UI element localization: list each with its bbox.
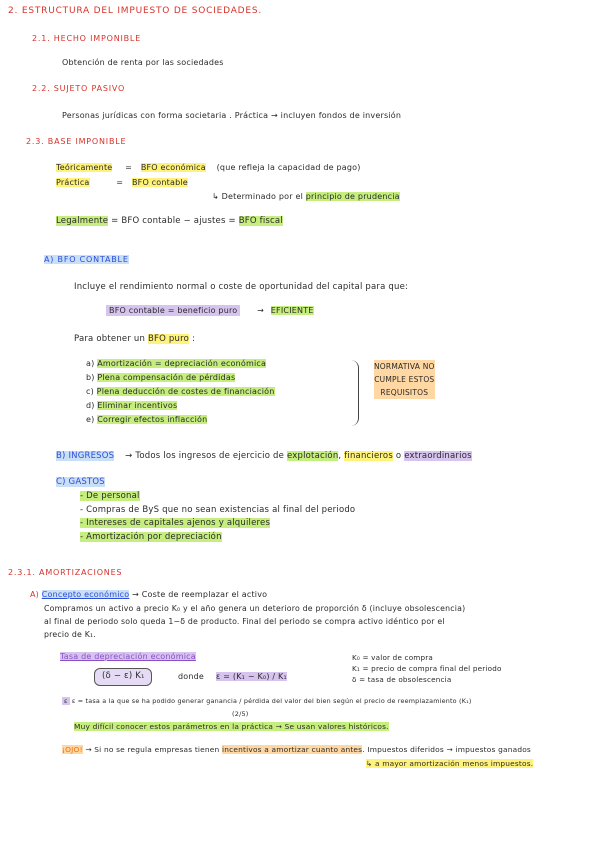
bfo-contable-intro: Incluye el rendimiento normal o coste de oportunidad del capital para que: bbox=[74, 282, 409, 292]
requisito-c: c) Plena deducción de costes de financiación bbox=[86, 387, 275, 396]
requisito-a: a) Amortización = depreciación económica bbox=[86, 359, 267, 368]
ojo-note: ¡OJO! → Si no se regula empresas tienen incentivos a amortizar cuanto antes. Impuestos diferidos → impuestos ganados bbox=[62, 745, 531, 754]
bfo-contable-value: BFO contable bbox=[131, 178, 188, 187]
section-2-3-title: 2.3. BASE IMPONIBLE bbox=[26, 137, 127, 146]
sujeto-pasivo-text: Personas jurídicas con forma societaria . Práctica → incluyen fondos de inversión bbox=[62, 111, 402, 120]
legalmente-label: Legalmente bbox=[56, 216, 109, 226]
gasto-intereses: - Intereses de capitales ajenos y alquileres bbox=[80, 518, 271, 528]
requisito-b: b) Plena compensación de pérdidas bbox=[86, 373, 236, 382]
bfo-contable-heading: A) BFO CONTABLE bbox=[44, 255, 129, 264]
tasa-depreciacion-label: Tasa de depreciación económica bbox=[60, 652, 196, 661]
hecho-imponible-text: Obtención de renta por las sociedades bbox=[62, 58, 224, 67]
tasa-formula: (δ − ε) K₁ bbox=[102, 671, 145, 681]
gasto-personal: - De personal bbox=[80, 491, 140, 501]
bfo-puro-equation: BFO contable = beneficio puro → EFICIENTE bbox=[106, 306, 314, 315]
eficiente-label: EFICIENTE bbox=[270, 306, 314, 315]
bfo-fiscal: BFO fiscal bbox=[238, 216, 283, 226]
ingresos-row: B) INGRESOS → Todos los ingresos de ejercicio de explotación, financieros o extraordinarios bbox=[56, 451, 472, 461]
amortizacion-line-2: al final de periodo solo queda 1−δ de producto. Final del periodo se compra activo idéntico por el bbox=[44, 617, 445, 626]
dificil-note: Muy difícil conocer estos parámetros en la práctica → Se usan valores históricos. bbox=[74, 722, 389, 731]
fraction-note: (2/5) bbox=[232, 710, 249, 718]
ingresos-label: B) INGRESOS bbox=[56, 451, 115, 461]
requisito-d: d) Eliminar incentivos bbox=[86, 401, 178, 410]
practica-label: Práctica bbox=[56, 178, 90, 187]
gastos-label: C) GASTOS bbox=[56, 477, 105, 487]
concepto-economico-row: A) Concepto económico → Coste de reemplazar el activo bbox=[30, 590, 268, 599]
variable-definitions: K₀ = valor de compra K₁ = precio de compra final del periodo δ = tasa de obsolescencia bbox=[352, 653, 502, 684]
section-2-2-title: 2.2. SUJETO PASIVO bbox=[32, 84, 126, 93]
teoricamente-row: Teóricamente = BFO económica (que refleja la capacidad de pago) bbox=[56, 163, 361, 172]
ojo-label: ¡OJO! bbox=[62, 745, 83, 754]
practica-row: Práctica = BFO contable bbox=[56, 178, 188, 187]
donde-label: donde bbox=[178, 672, 205, 681]
amortizacion-line-1: Compramos un activo a precio K₀ y el año genera un deterioro de proporción δ (incluye obsolescencia) bbox=[44, 604, 466, 613]
gasto-compras: - Compras de ByS que no sean existencias al final del periodo bbox=[80, 505, 356, 515]
para-obtener-row: Para obtener un BFO puro : bbox=[74, 334, 196, 344]
ojo-note-line-2: ↳ a mayor amortización menos impuestos. bbox=[366, 759, 534, 768]
requisitos-bracket bbox=[340, 360, 359, 426]
legalmente-row: Legalmente = BFO contable − ajustes = BFO fiscal bbox=[56, 216, 283, 226]
bfo-economica: BFO económica bbox=[140, 163, 206, 172]
concepto-economico: Concepto económico bbox=[41, 590, 130, 599]
prudencia-note: ↳ Determinado por el principio de prudencia bbox=[212, 192, 400, 201]
epsilon-note: ε ε = tasa a la que se ha podido generar ganancia / pérdida del valor del bien según el precio de reemplazamiento (K₁) bbox=[64, 697, 472, 705]
requisito-e: e) Corregir efectos inflacción bbox=[86, 415, 208, 424]
epsilon-formula: ε = (K₁ − K₀) / K₁ bbox=[216, 672, 287, 681]
teoricamente-label: Teóricamente bbox=[56, 163, 113, 172]
amortizacion-line-3: precio de K₁. bbox=[44, 630, 97, 639]
gasto-amortizacion: - Amortización por depreciación bbox=[80, 532, 222, 542]
amortizaciones-title: 2.3.1. AMORTIZACIONES bbox=[8, 568, 123, 577]
normativa-note: NORMATIVA NO CUMPLE ESTOS REQUISITOS bbox=[374, 362, 435, 397]
page-title: 2. ESTRUCTURA DEL IMPUESTO DE SOCIEDADES. bbox=[8, 6, 263, 16]
section-2-1-title: 2.1. HECHO IMPONIBLE bbox=[32, 34, 142, 43]
